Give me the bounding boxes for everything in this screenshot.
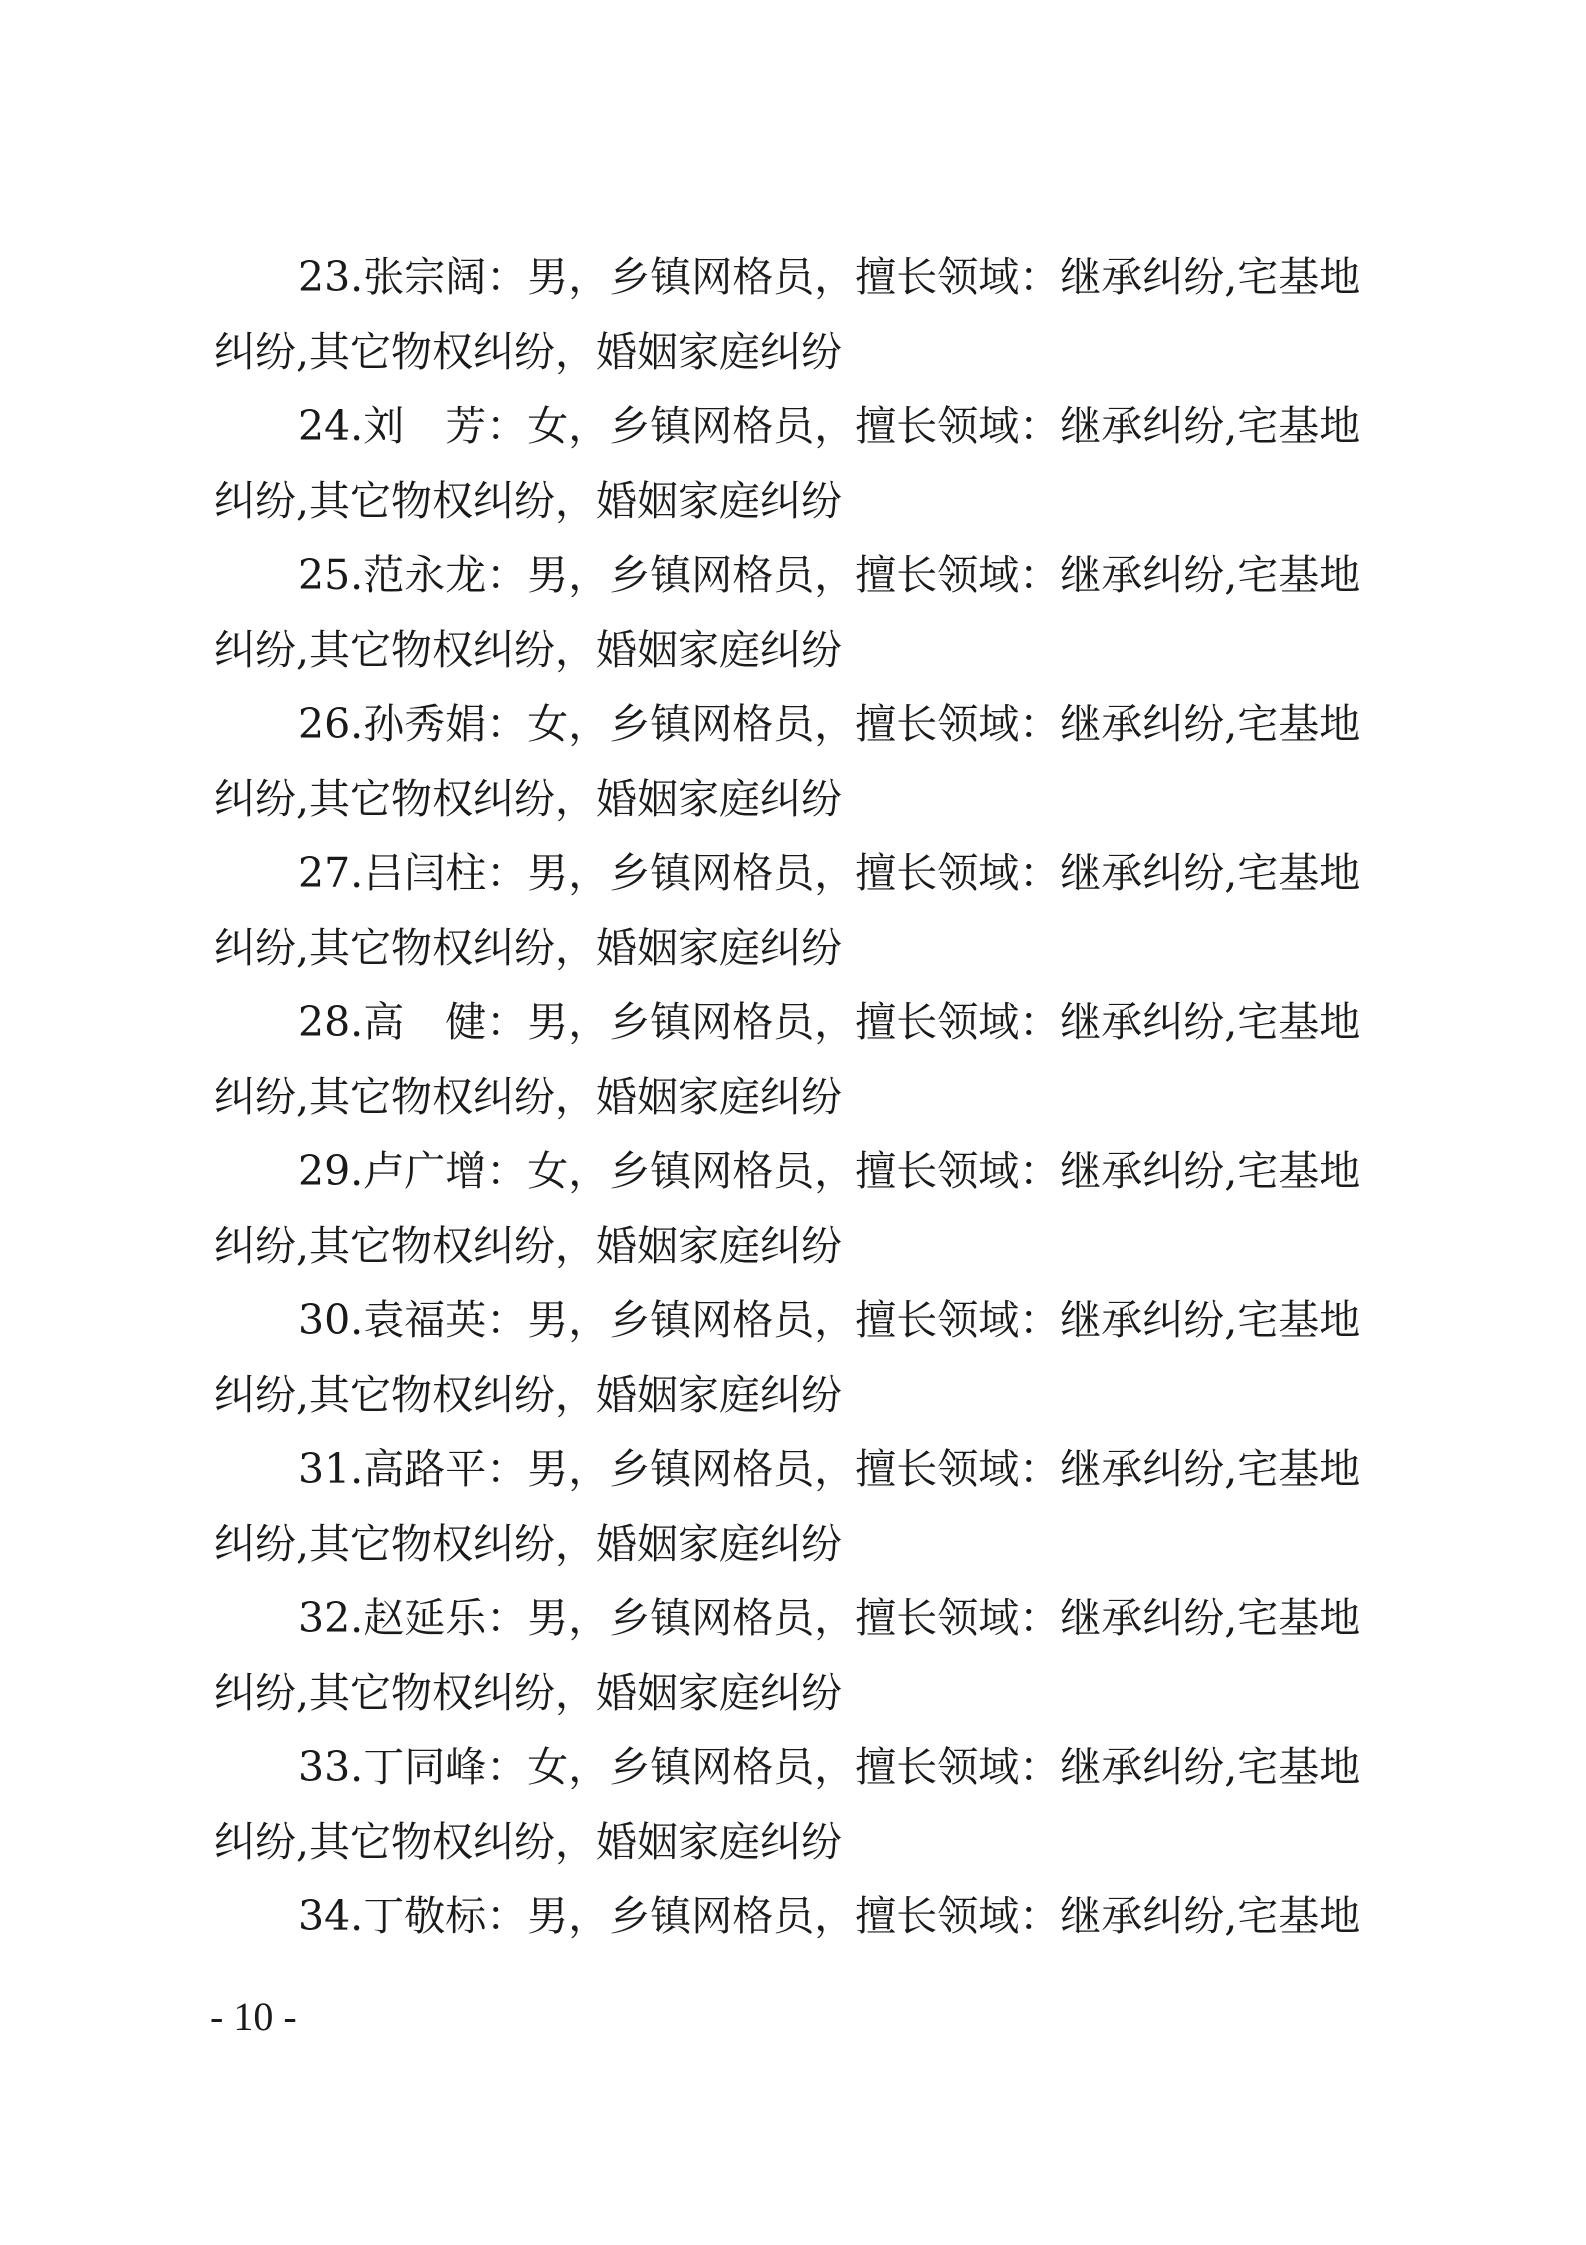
entry-line-continuation: 纠纷,其它物权纠纷，婚姻家庭纠纷 — [214, 923, 843, 972]
list-item — [214, 1283, 1374, 1432]
entry-line-continuation: 纠纷,其它物权纠纷，婚姻家庭纠纷 — [214, 1519, 843, 1568]
entry-line-continuation: 纠纷,其它物权纠纷，婚姻家庭纠纷 — [214, 1221, 843, 1270]
list-item — [214, 985, 1374, 1134]
entry-line-continuation: 纠纷,其它物权纠纷，婚姻家庭纠纷 — [214, 774, 843, 823]
entry-line-first: 25.范永龙：男，乡镇网格员，擅长领域：继承纠纷,宅基地 — [298, 551, 1361, 599]
list-item — [214, 836, 1374, 985]
entry-line-continuation: 纠纷,其它物权纠纷，婚姻家庭纠纷 — [214, 625, 843, 674]
list-item — [214, 1879, 1374, 1954]
entry-line-continuation: 纠纷,其它物权纠纷，婚姻家庭纠纷 — [214, 1072, 843, 1121]
entry-line-first: 33.丁同峰：女，乡镇网格员，擅长领域：继承纠纷,宅基地 — [298, 1743, 1361, 1791]
entry-line-first: 27.吕闫柱：男，乡镇网格员，擅长领域：继承纠纷,宅基地 — [298, 849, 1361, 897]
list-item — [214, 1134, 1374, 1283]
list-item — [214, 1581, 1374, 1730]
entry-line-first: 26.孙秀娟：女，乡镇网格员，擅长领域：继承纠纷,宅基地 — [298, 700, 1361, 748]
list-item — [214, 687, 1374, 836]
entry-line-first: 30.袁福英：男，乡镇网格员，擅长领域：继承纠纷,宅基地 — [298, 1296, 1361, 1344]
mediator-list — [214, 240, 1374, 1954]
entry-line-first: 32.赵延乐：男，乡镇网格员，擅长领域：继承纠纷,宅基地 — [298, 1594, 1361, 1642]
entry-line-first: 29.卢广增：女，乡镇网格员，擅长领域：继承纠纷,宅基地 — [298, 1147, 1361, 1195]
page-number: - 10 - — [210, 1994, 297, 2039]
entry-line-first: 31.高路平：男，乡镇网格员，擅长领域：继承纠纷,宅基地 — [298, 1445, 1361, 1493]
entry-line-continuation: 纠纷,其它物权纠纷，婚姻家庭纠纷 — [214, 1817, 843, 1866]
entry-line-first: 28.高 健：男，乡镇网格员，擅长领域：继承纠纷,宅基地 — [298, 998, 1361, 1046]
list-item — [214, 538, 1374, 687]
list-item — [214, 240, 1374, 389]
entry-line-first: 34.丁敬标：男，乡镇网格员，擅长领域：继承纠纷,宅基地 — [298, 1892, 1361, 1940]
entry-line-continuation: 纠纷,其它物权纠纷，婚姻家庭纠纷 — [214, 327, 843, 376]
list-item — [214, 389, 1374, 538]
entry-line-continuation: 纠纷,其它物权纠纷，婚姻家庭纠纷 — [214, 1370, 843, 1419]
entry-line-first: 23.张宗阔：男，乡镇网格员，擅长领域：继承纠纷,宅基地 — [298, 253, 1361, 301]
entry-line-continuation: 纠纷,其它物权纠纷，婚姻家庭纠纷 — [214, 1668, 843, 1717]
entry-line-first: 24.刘 芳：女，乡镇网格员，擅长领域：继承纠纷,宅基地 — [298, 402, 1361, 450]
list-item — [214, 1730, 1374, 1879]
list-item — [214, 1432, 1374, 1581]
entry-line-continuation: 纠纷,其它物权纠纷，婚姻家庭纠纷 — [214, 476, 843, 525]
